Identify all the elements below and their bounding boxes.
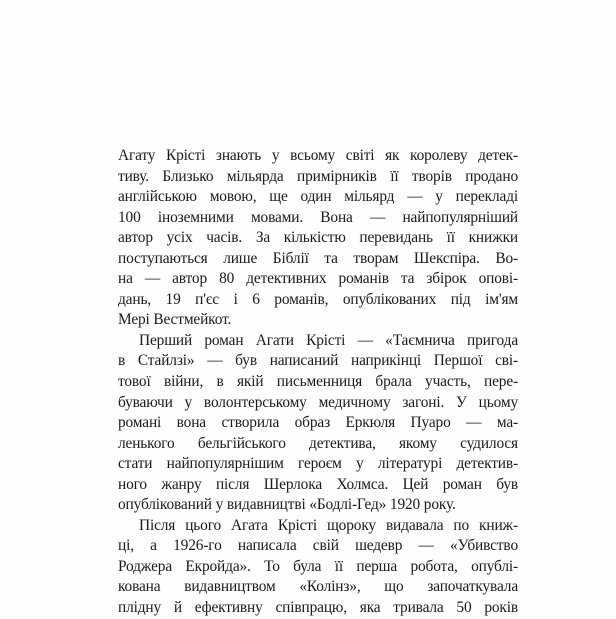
text-line: на — автор 80 детективних романів та збірок опові- xyxy=(118,270,518,288)
text-line: плідну й ефективну співпрацю, яка тривала 50 років xyxy=(118,599,518,617)
text-line: ці, а 1926-го написала свій шедевр — «Убивство xyxy=(118,537,518,555)
text-line: Мері Вестмейкот. xyxy=(118,311,232,329)
text-line: тової війни, в якій письменниця брала участь, пере- xyxy=(118,373,518,391)
text-line: Перший роман Агати Крісті — «Таємнича пригода xyxy=(139,331,518,349)
text-line: романі вона створила образ Еркюля Пуаро — ма- xyxy=(118,414,518,432)
text-line: англійською мовою, ще один мільярд — у перекладі xyxy=(118,188,518,206)
text-line: буваючи у волонтерському медичному загоні. У цьому xyxy=(118,393,518,411)
text-line: тиву. Близько мільярда примірників її творів продано xyxy=(118,167,518,185)
text-line: Після цього Агата Крісті щороку видавала по книж- xyxy=(139,516,518,534)
text-line: автор усіх часів. За кількістю перевидань її книжки xyxy=(118,229,518,247)
text-line: ленького бельгійського детектива, якому судилося xyxy=(118,434,518,452)
body-text xyxy=(118,146,518,619)
text-line: Агату Крісті знають у всьому світі як королеву детек- xyxy=(118,147,518,164)
text-line: 100 іноземними мовами. Вона — найпопулярніший xyxy=(118,208,518,226)
text-line: Роджера Екройда». То була її перша робота, опублі- xyxy=(118,557,518,575)
text-line: в Стайлзі» — був написаний наприкінці Першої сві- xyxy=(118,352,518,370)
text-line: опублікований у видавництві «Бодлі-Гед» 1920 року. xyxy=(118,496,456,514)
text-line: ного жанру після Шерлока Холмса. Цей роман був xyxy=(118,475,518,493)
text-line: поступаються лише Біблії та творам Шекспіра. Во- xyxy=(118,249,518,267)
text-line: дань, 19 п'єс і 6 романів, опублікованих під ім'ям xyxy=(118,290,518,308)
text-line: кована видавництвом «Колінз», що започаткувала xyxy=(118,578,518,596)
text-line: стати найпопулярнішим героєм у літературі детектив- xyxy=(118,455,518,473)
